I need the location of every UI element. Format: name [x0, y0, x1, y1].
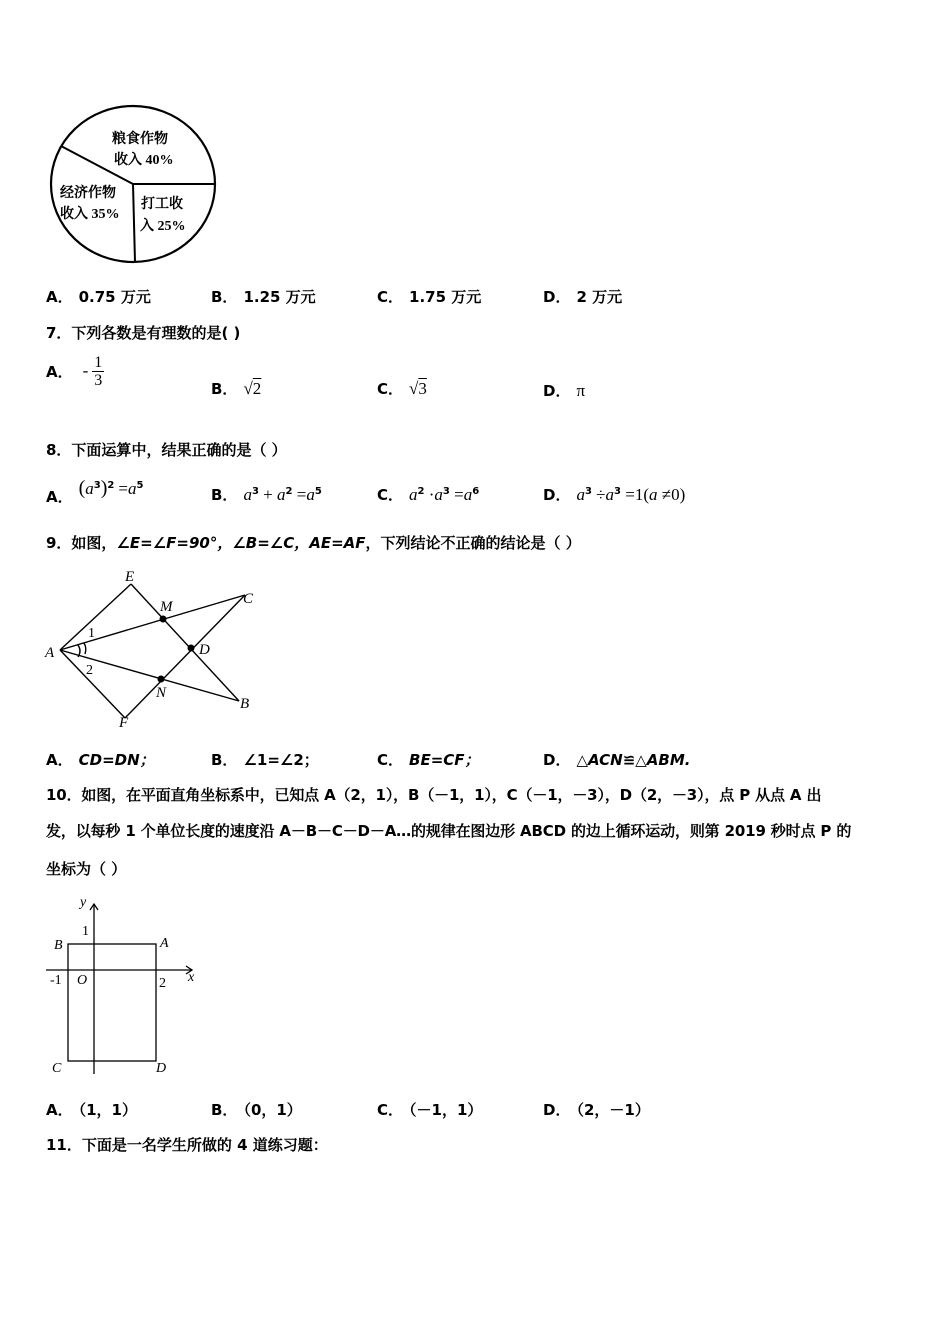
- svg-text:2: 2: [159, 976, 166, 991]
- pie-label-cash-2: 收入 35%: [60, 207, 120, 222]
- svg-text:E: E: [125, 569, 135, 585]
- pie-label-grain-2: 收入 40%: [114, 153, 174, 168]
- q10-stem-line3: 坐标为（ ）: [46, 860, 127, 878]
- svg-text:1: 1: [82, 924, 89, 939]
- q9-geometry-figure: [40, 566, 270, 736]
- svg-text:D: D: [156, 1061, 167, 1076]
- q7-option-c[interactable]: C． √3: [377, 379, 427, 398]
- point-n: [158, 676, 165, 683]
- q9-option-c[interactable]: C． BE=CF；: [377, 751, 480, 769]
- svg-text:F: F: [119, 715, 129, 731]
- q10-option-a[interactable]: A． （1，1）: [46, 1101, 137, 1119]
- q10-option-b[interactable]: B． （0，1）: [211, 1101, 302, 1119]
- point-m: [160, 616, 167, 623]
- q9-stem: 9．如图，∠E=∠F=90°，∠B=∠C，AE=AF，下列结论不正确的结论是（ ）: [46, 534, 581, 552]
- svg-text:A: A: [45, 645, 55, 661]
- q9-option-b[interactable]: B． ∠1=∠2；: [211, 751, 319, 769]
- q11-stem: 11．下面是一名学生所做的 4 道练习题：: [46, 1136, 328, 1154]
- q10-stem-line2: 发，以每秒 1 个单位长度的速度沿 A－B－C－D－A…的规律在图边形 ABCD 的边上循环运动，则第 2019 秒时点 P 的: [46, 822, 852, 840]
- svg-text:N: N: [156, 685, 167, 701]
- q9-option-a[interactable]: A． CD=DN；: [46, 751, 155, 769]
- svg-text:D: D: [199, 642, 210, 658]
- q8-stem: 8．下面运算中，结果正确的是（ ）: [46, 441, 287, 459]
- q7-stem: 7．下列各数是有理数的是( ): [46, 324, 241, 342]
- svg-text:C: C: [243, 591, 254, 607]
- pie-label-cash-1: 经济作物: [60, 186, 116, 201]
- pie-divider-3: [133, 184, 135, 262]
- svg-text:B: B: [240, 696, 250, 712]
- q8-option-d[interactable]: D． $a^3 \div a^3 =1(a \ne 0)$: [543, 485, 686, 504]
- q7-option-b[interactable]: B． √2: [211, 379, 262, 398]
- pie-label-grain-1: 粮食作物: [112, 132, 168, 147]
- svg-text:C: C: [52, 1061, 62, 1076]
- point-d: [188, 645, 195, 652]
- svg-text:O: O: [77, 973, 88, 988]
- svg-text:x: x: [188, 970, 195, 985]
- q8-option-a[interactable]: A． $(a^3)^2 =a^5$: [46, 477, 144, 506]
- q9-option-d[interactable]: D． △ACN≌△ABM.: [543, 751, 691, 769]
- pie-chart: [48, 104, 218, 264]
- svg-text:A: A: [160, 936, 169, 951]
- q10-option-c[interactable]: C． （－1，1）: [377, 1101, 483, 1119]
- svg-text:-1: -1: [50, 973, 62, 988]
- q10-option-d[interactable]: D． （2，－1）: [543, 1101, 650, 1119]
- q8-option-c[interactable]: C． $a^2 \cdot a^3 =a^6$: [377, 485, 480, 504]
- q6-option-a[interactable]: A． 0.75 万元: [46, 288, 151, 306]
- q10-coordinate-figure: [42, 892, 212, 1082]
- q6-option-b[interactable]: B． 1.25 万元: [211, 288, 316, 306]
- svg-text:M: M: [160, 599, 173, 615]
- pie-label-work-2: 入 25%: [140, 219, 186, 234]
- q7-option-a[interactable]: A． - $\frac{1}{3}$: [46, 354, 103, 389]
- pie-label-work-1: 打工收: [141, 197, 183, 212]
- q6-option-c[interactable]: C． 1.75 万元: [377, 288, 482, 306]
- svg-text:B: B: [54, 938, 63, 953]
- svg-text:1: 1: [88, 626, 95, 641]
- q8-option-b[interactable]: B． $a^3 + a^2 =a^5$: [211, 485, 322, 504]
- svg-text:y: y: [80, 895, 87, 910]
- q6-option-d[interactable]: D． 2 万元: [543, 288, 623, 306]
- q10-stem-line1: 10．如图，在平面直角坐标系中，已知点 A（2，1），B（－1，1），C（－1，－3），D（2，－3），点 P 从点 A 出: [46, 786, 822, 804]
- q7-option-d[interactable]: D． π: [543, 381, 586, 400]
- svg-text:2: 2: [86, 663, 93, 678]
